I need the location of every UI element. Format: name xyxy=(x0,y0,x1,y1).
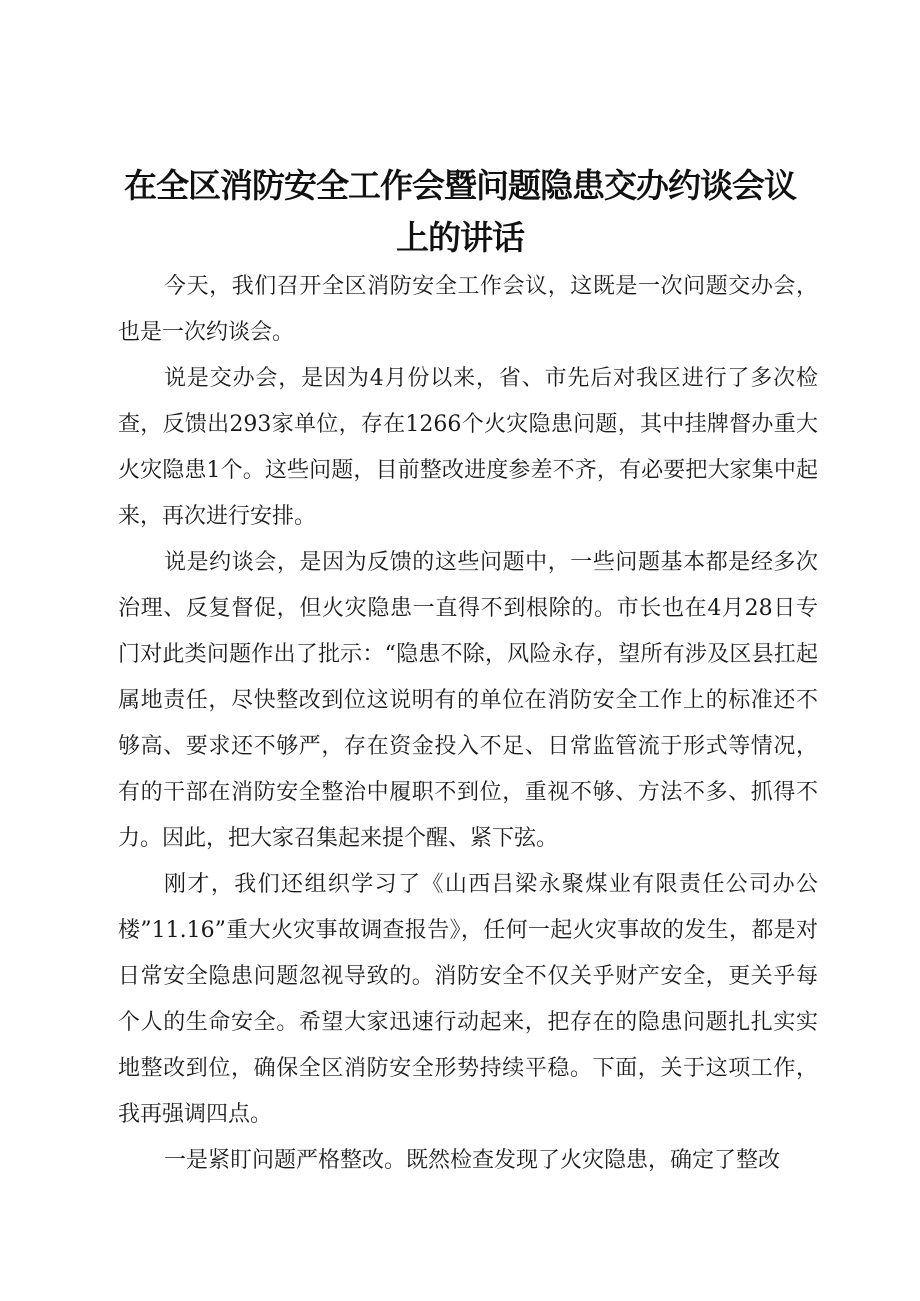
paragraph-1: 今天，我们召开全区消防安全工作会议，这既是一次问题交办会，也是一次约谈会。 xyxy=(118,274,818,345)
paragraph-4: 刚才，我们还组织学习了《山西吕梁永聚煤业有限责任公司办公楼”11.16”重大火灾事故调查报告》，任何一起火灾事故的发生，都是对日常安全隐患问题忽视导致的。消防安全不仅关乎财产安全，更关乎每个人的生命安全。希望大家迅速行动起来，把存在的隐患问题扎扎实实地整改到位，确保全区消防安全形势持续平稳。下面，关于这项工作，我再强调四点。 xyxy=(118,872,818,1127)
document-body xyxy=(118,264,818,1184)
document-title: 在全区消防安全工作会暨问题隐患交办约谈会议上的讲话 xyxy=(124,166,796,257)
paragraph-2: 说是交办会，是因为4月份以来，省、市先后对我区进行了多次检查，反馈出293家单位，存在1266个火灾隐患问题，其中挂牌督办重大火灾隐患1个。这些问题，目前整改进度参差不齐，有必要把大家集中起来，再次进行安排。 xyxy=(118,366,818,529)
paragraph-5: 一是紧盯问题严格整改。既然检查发现了火灾隐患，确定了整改 xyxy=(164,1148,781,1173)
paragraph-3: 说是约谈会，是因为反馈的这些问题中，一些问题基本都是经多次治理、反复督促，但火灾隐患一直得不到根除的。市长也在4月28日专门对此类问题作出了批示：“隐患不除，风险永存，望所有涉及区县扛起属地责任，尽快整改到位这说明有的单位在消防安全工作上的标准还不够高、要求还不够严，存在资金投入不足、日常监管流于形式等情况，有的干部在消防安全整治中履职不到位，重视不够、方法不多、抓得不力。因此，把大家召集起来提个醒、紧下弦。 xyxy=(118,550,818,851)
